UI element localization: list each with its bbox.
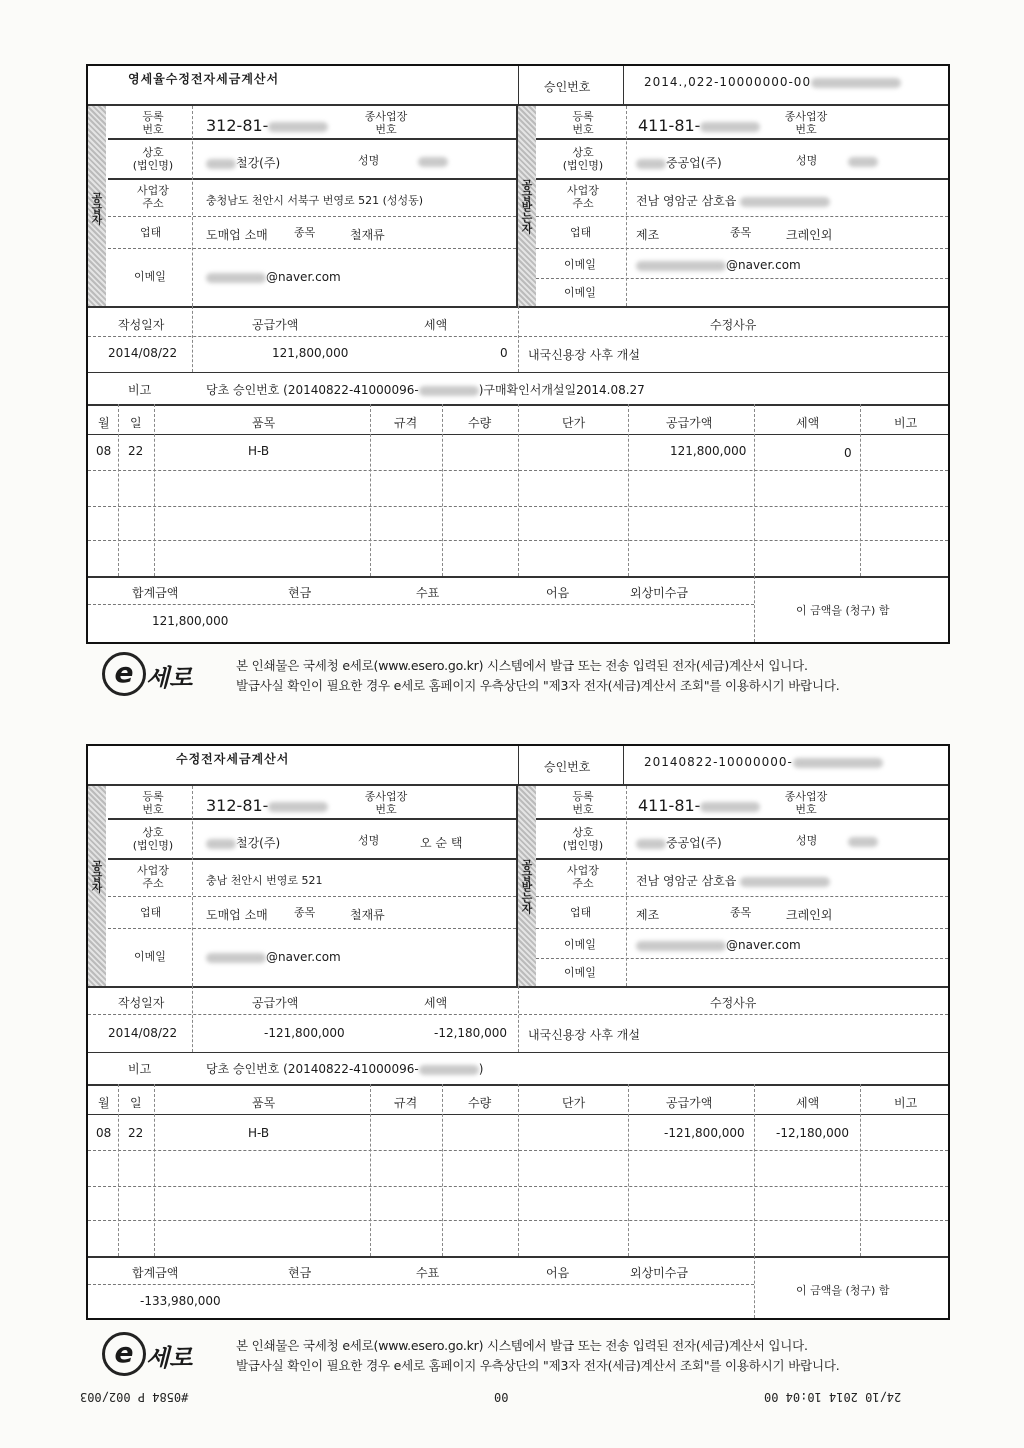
receiver-type-label: 업태 [570, 226, 592, 239]
receiver-email: @naver.com [636, 258, 801, 272]
credit-label: 외상미수금 [630, 586, 688, 600]
esero-logo-text: 세로 [146, 664, 193, 692]
esero-logo-text: 세로 [146, 1344, 193, 1372]
tax-label: 세액 [424, 318, 448, 332]
invoice-1 [86, 64, 950, 644]
supply-label: 공급가액 [252, 318, 299, 332]
receiver-name: 중공업(주) [636, 154, 722, 171]
col-item: 품목 [252, 416, 276, 430]
col-day: 일 [130, 1096, 142, 1110]
tax-label: 세액 [424, 996, 448, 1010]
date-label: 작성일자 [118, 318, 165, 332]
remark-label: 비고 [128, 383, 152, 397]
item-supply: -121,800,000 [664, 1126, 745, 1140]
receiver-addr-label: 사업장 주소 [567, 864, 599, 890]
receiver-name-label: 상호 (법인명) [562, 146, 604, 172]
total-amount: 121,800,000 [152, 614, 229, 628]
supplier-name: 철강(주) [206, 834, 280, 851]
col-day: 일 [130, 416, 142, 430]
item-tax: -12,180,000 [776, 1126, 850, 1140]
supplier-type: 도매업 소매 [206, 908, 268, 922]
receiver-rep [848, 834, 878, 848]
check-label: 수표 [416, 1266, 440, 1280]
supplier-reg-no: 312-81- [206, 796, 328, 815]
supplier-type: 도매업 소매 [206, 228, 268, 242]
supplier-email-label: 이메일 [134, 270, 166, 283]
supplier-addr-label: 사업장 주소 [137, 184, 169, 210]
col-item: 품목 [252, 1096, 276, 1110]
supplier-reg-no: 312-81- [206, 116, 328, 135]
supplier-item: 철재류 [350, 228, 385, 242]
col-unit: 단가 [562, 1096, 586, 1110]
receiver-addr: 전남 영암군 삼호읍 [636, 192, 830, 209]
supplier-item: 철재류 [350, 908, 385, 922]
claim-text: 이 금액을 (청구) 함 [796, 1284, 890, 1297]
bill-label: 어음 [546, 586, 570, 600]
invoice-2 [86, 744, 950, 1320]
esero-logo [96, 650, 206, 696]
receiver-side-label: 공급받는자 [520, 178, 533, 234]
total-label: 합계금액 [132, 1266, 179, 1280]
supplier-reg-label: 등록 번호 [142, 110, 164, 136]
supply-label: 공급가액 [252, 996, 299, 1010]
revision-reason: 내국신용장 사후 개설 [528, 1028, 640, 1042]
receiver-name-label: 상호 (법인명) [562, 826, 604, 852]
supplier-type-label: 업태 [140, 906, 162, 919]
col-note: 비고 [894, 416, 918, 430]
receiver-side-label: 공급받는자 [520, 858, 533, 914]
col-qty: 수량 [468, 1096, 492, 1110]
date-label: 작성일자 [118, 996, 165, 1010]
supplier-name-label: 상호 (법인명) [132, 826, 174, 852]
receiver-subbiz-label: 종사업장 번호 [784, 790, 828, 816]
remark: 당초 승인번호 (20140822-41000096- ) [206, 1062, 484, 1076]
receiver-reg-no: 411-81- [638, 116, 760, 135]
col-note: 비고 [894, 1096, 918, 1110]
esero-logo-e: e [102, 1332, 146, 1376]
supplier-item-label: 종목 [294, 226, 316, 239]
receiver-item-label: 종목 [730, 906, 752, 919]
credit-label: 외상미수금 [630, 1266, 688, 1280]
approval-number: 20140822-10000000- [644, 755, 883, 769]
receiver-rep [848, 154, 878, 168]
fax-header-mid: 00 [494, 1390, 509, 1404]
col-supply: 공급가액 [666, 416, 713, 430]
footer-line-2: 발급사실 확인이 필요한 경우 e세로 홈페이지 우측상단의 "제3자 전자(세금)계산서 조회"를 이용하시기 바랍니다. [236, 678, 840, 693]
supplier-reg-label: 등록 번호 [142, 790, 164, 816]
col-supply: 공급가액 [666, 1096, 713, 1110]
footer-line-1: 본 인쇄물은 국세청 e세로(www.esero.go.kr) 시스템에서 발급 또는 전송 입력된 전자(세금)계산서 입니다. [236, 1338, 808, 1353]
supplier-type-label: 업태 [140, 226, 162, 239]
receiver-email: @naver.com [636, 938, 801, 952]
col-month: 월 [98, 1096, 110, 1110]
receiver-email-label: 이메일 [564, 938, 596, 951]
receiver-reg-label: 등록 번호 [572, 790, 594, 816]
receiver-reg-no: 411-81- [638, 796, 760, 815]
supplier-addr-label: 사업장 주소 [137, 864, 169, 890]
receiver-type: 제조 [636, 228, 660, 242]
receiver-subbiz-label: 종사업장 번호 [784, 110, 828, 136]
col-qty: 수량 [468, 416, 492, 430]
receiver-type: 제조 [636, 908, 660, 922]
revision-reason: 내국신용장 사후 개설 [528, 348, 640, 362]
receiver-item: 크레인외 [786, 228, 833, 242]
col-spec: 규격 [394, 1096, 418, 1110]
receiver-rep-label: 성명 [796, 834, 818, 847]
invoice-title: 수정전자세금계산서 [176, 752, 290, 766]
reason-label: 수정사유 [710, 318, 757, 332]
bill-label: 어음 [546, 1266, 570, 1280]
invoice-title: 영세율수정전자세금계산서 [128, 72, 280, 86]
supplier-subbiz-label: 종사업장 번호 [364, 790, 408, 816]
supplier-rep-label: 성명 [358, 834, 380, 847]
issue-date: 2014/08/22 [108, 346, 178, 360]
remark-label: 비고 [128, 1062, 152, 1076]
col-month: 월 [98, 416, 110, 430]
receiver-email2-label: 이메일 [564, 286, 596, 299]
supply-amount: -121,800,000 [264, 1026, 345, 1040]
supplier-rep: 오 순 택 [420, 836, 463, 850]
receiver-email2-label: 이메일 [564, 966, 596, 979]
supplier-rep [418, 154, 448, 168]
item-tax: 0 [844, 446, 852, 460]
receiver-addr-label: 사업장 주소 [567, 184, 599, 210]
col-spec: 규격 [394, 416, 418, 430]
receiver-rep-label: 성명 [796, 154, 818, 167]
footer-line-1: 본 인쇄물은 국세청 e세로(www.esero.go.kr) 시스템에서 발급 또는 전송 입력된 전자(세금)계산서 입니다. [236, 658, 808, 673]
supplier-email-label: 이메일 [134, 950, 166, 963]
fax-header-right: 24/10 2014 10:04 00 [764, 1390, 902, 1404]
esero-logo-e: e [102, 652, 146, 696]
supplier-side-label: 공급자 [90, 859, 103, 893]
supplier-email: @naver.com [206, 950, 341, 964]
item-name: H-B [248, 444, 270, 458]
receiver-item-label: 종목 [730, 226, 752, 239]
esero-logo [96, 1330, 206, 1376]
approval-number: 2014.,022-10000000-00 [644, 75, 901, 89]
supplier-item-label: 종목 [294, 906, 316, 919]
supplier-addr: 충청남도 천안시 서북구 번영로 521 (성성동) [206, 194, 424, 207]
tax-amount: 0 [500, 346, 508, 360]
item-day: 22 [128, 1126, 144, 1140]
supplier-rep-label: 성명 [358, 154, 380, 167]
remark: 당초 승인번호 (20140822-41000096- )구매확인서개설일2014.08.27 [206, 383, 645, 397]
reason-label: 수정사유 [710, 996, 757, 1010]
receiver-reg-label: 등록 번호 [572, 110, 594, 136]
supplier-subbiz-label: 종사업장 번호 [364, 110, 408, 136]
check-label: 수표 [416, 586, 440, 600]
footer-line-2: 발급사실 확인이 필요한 경우 e세로 홈페이지 우측상단의 "제3자 전자(세금)계산서 조회"를 이용하시기 바랍니다. [236, 1358, 840, 1373]
tax-amount: -12,180,000 [434, 1026, 508, 1040]
claim-text: 이 금액을 (청구) 함 [796, 604, 890, 617]
col-unit: 단가 [562, 416, 586, 430]
supplier-side-label: 공급자 [90, 191, 103, 225]
col-tax: 세액 [796, 416, 820, 430]
receiver-type-label: 업태 [570, 906, 592, 919]
receiver-name: 중공업(주) [636, 834, 722, 851]
supply-amount: 121,800,000 [272, 346, 349, 360]
item-month: 08 [96, 1126, 112, 1140]
fax-header-left: #0584 P 002/003 [80, 1390, 189, 1404]
total-label: 합계금액 [132, 586, 179, 600]
esero-footer-2 [96, 1330, 936, 1380]
item-day: 22 [128, 444, 144, 458]
receiver-email-label: 이메일 [564, 258, 596, 271]
supplier-name: 철강(주) [206, 154, 280, 171]
approval-label: 승인번호 [544, 760, 591, 774]
approval-label: 승인번호 [544, 80, 591, 94]
esero-footer-1 [96, 650, 936, 700]
cash-label: 현금 [288, 586, 312, 600]
supplier-addr: 충남 천안시 번영로 521 [206, 874, 323, 887]
col-tax: 세액 [796, 1096, 820, 1110]
receiver-item: 크레인외 [786, 908, 833, 922]
receiver-addr: 전남 영암군 삼호읍 [636, 872, 830, 889]
supplier-name-label: 상호 (법인명) [132, 146, 174, 172]
item-name: H-B [248, 1126, 270, 1140]
issue-date: 2014/08/22 [108, 1026, 178, 1040]
supplier-email: @naver.com [206, 270, 341, 284]
item-month: 08 [96, 444, 112, 458]
item-supply: 121,800,000 [670, 444, 747, 458]
cash-label: 현금 [288, 1266, 312, 1280]
total-amount: -133,980,000 [140, 1294, 221, 1308]
